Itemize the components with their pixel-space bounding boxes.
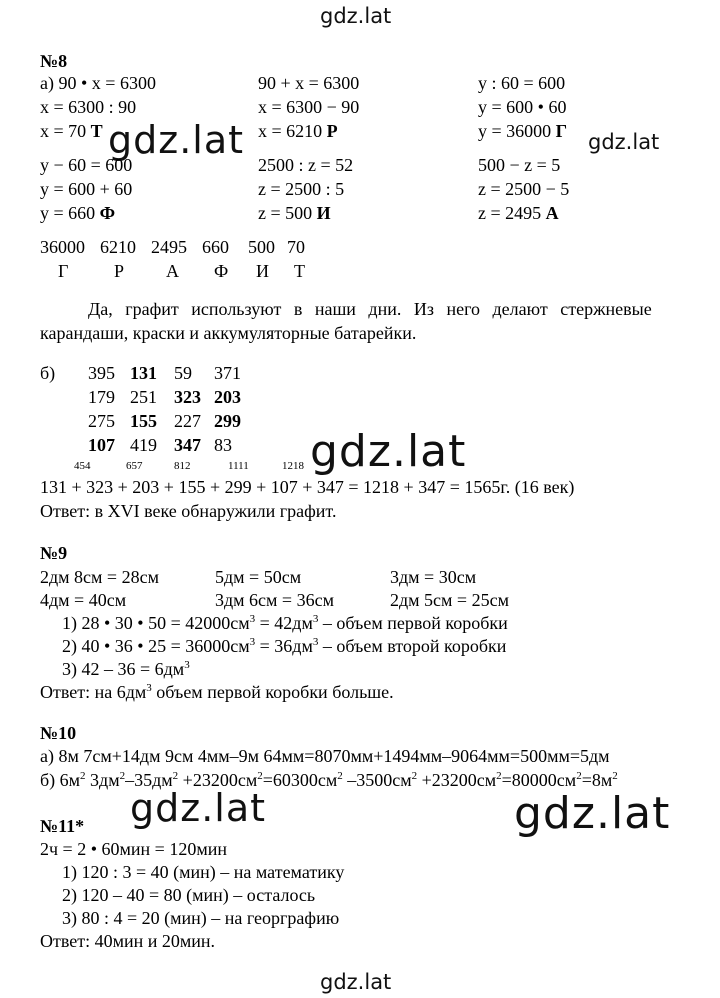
letter: Ф <box>99 203 116 223</box>
answer-letter: А <box>166 261 179 281</box>
step-part: – объем второй коробки <box>318 636 507 656</box>
equation-result <box>478 120 567 142</box>
partial-sum: 812 <box>174 460 191 472</box>
conversion: 2дм 8см = 28см <box>40 567 159 587</box>
paragraph-line: карандаши, краски и аккумуляторные батарейки. <box>40 323 417 343</box>
answer-letter: Г <box>58 261 69 281</box>
expr-part: +23200см <box>178 770 258 790</box>
letter: Г <box>555 121 568 141</box>
equation-result <box>40 120 103 142</box>
answer-text: Ответ: 40мин и 20мин. <box>40 931 216 951</box>
letter: А <box>545 203 559 223</box>
task-9-title: №9 <box>40 543 68 563</box>
answer-letter: Т <box>294 261 305 281</box>
grid-cell: 323 <box>174 387 201 407</box>
watermark-center: gdz.lat <box>310 426 467 477</box>
answer-number: 2495 <box>151 237 187 257</box>
answer-letter: Ф <box>214 261 229 281</box>
equation-result <box>258 202 331 224</box>
answer-text: Ответ: в XVI веке обнаружили графит. <box>40 501 337 521</box>
grid-cell: 131 <box>130 363 157 383</box>
expr-part: =60300см <box>262 770 338 790</box>
equation: у = 660 <box>40 203 100 223</box>
answer-number: 6210 <box>100 237 136 257</box>
exponent: 2 <box>496 770 502 782</box>
grid-cell: 227 <box>174 411 201 431</box>
task-10-title: №10 <box>40 723 77 743</box>
answer-number: 70 <box>287 237 305 257</box>
equation: z = 2500 − 5 <box>478 179 570 199</box>
answer-number: 500 <box>248 237 275 257</box>
expr-part: 3дм <box>85 770 120 790</box>
step <box>62 635 506 657</box>
equation: у = 600 • 60 <box>478 97 567 117</box>
step: 1) 120 : 3 = 40 (мин) – на математику <box>62 862 345 882</box>
paragraph-line: Да, графит используют в наши дни. Из него делают стержневые <box>88 299 652 319</box>
expr-part: +23200см <box>417 770 497 790</box>
letter: Р <box>326 121 338 141</box>
letter: Т <box>90 121 103 141</box>
partial-sum: 1218 <box>282 460 304 472</box>
equation: у − 60 = 600 <box>40 155 133 175</box>
task-10-a: а) 8м 7см+14дм 9см 4мм–9м 64мм=8070мм+1494мм–9064мм=500мм=5дм <box>40 746 610 766</box>
grid-cell: 203 <box>214 387 241 407</box>
task-10-b <box>40 769 618 791</box>
conversion: 2дм 5см = 25см <box>390 590 509 610</box>
equation-result <box>478 202 559 224</box>
step-part: = 42дм <box>255 613 313 633</box>
grid-cell: 419 <box>130 435 157 455</box>
conversion: 4дм = 40см <box>40 590 127 610</box>
task-8-a-line-1 <box>40 72 156 94</box>
watermark-left-2: gdz.lat <box>130 786 267 830</box>
exponent: 2 <box>172 770 179 782</box>
watermark-top: gdz.lat <box>320 4 392 28</box>
answer-number: 36000 <box>40 237 85 257</box>
equation: х = 70 <box>40 121 91 141</box>
watermark-right-2: gdz.lat <box>514 788 671 839</box>
exponent: 3 <box>249 613 256 625</box>
grid-cell: 347 <box>174 435 201 455</box>
exponent: 3 <box>312 613 319 625</box>
part-b-label: б) <box>40 363 56 383</box>
expr-part: –35дм <box>125 770 173 790</box>
step-part: 1) 28 • 30 • 50 = 42000см <box>62 613 250 633</box>
equation: у = 36000 <box>478 121 556 141</box>
step-part: 3) 42 – 36 = 6дм <box>62 659 185 679</box>
grid-cell: 83 <box>214 435 232 455</box>
grid-cell: 371 <box>214 363 241 383</box>
expr-part: =8м <box>581 770 613 790</box>
conversion: 3дм = 30см <box>390 567 477 587</box>
grid-cell: 395 <box>88 363 115 383</box>
step-part: 2) 40 • 36 • 25 = 36000см <box>62 636 250 656</box>
grid-cell: 299 <box>214 411 241 431</box>
step: 2) 120 – 40 = 80 (мин) – осталось <box>62 885 316 905</box>
conversion: 5дм = 50см <box>215 567 302 587</box>
grid-cell: 59 <box>174 363 192 383</box>
watermark-bottom: gdz.lat <box>320 970 392 994</box>
conversion: 3дм 6см = 36см <box>215 590 334 610</box>
exponent: 2 <box>119 770 126 782</box>
part-a-label: а) <box>40 73 54 93</box>
exponent: 2 <box>257 770 263 782</box>
partial-sum: 657 <box>126 460 143 472</box>
exponent: 3 <box>312 636 319 648</box>
grid-cell: 275 <box>88 411 115 431</box>
exponent: 3 <box>249 636 256 648</box>
sum-calculation: 131 + 323 + 203 + 155 + 299 + 107 + 347 = 1218 + 347 = 1565г. (16 век) <box>40 477 575 497</box>
step-part: = 36дм <box>255 636 313 656</box>
equation: 500 − z = 5 <box>478 155 561 175</box>
equation: х = 6300 : 90 <box>40 97 137 117</box>
partial-sum: 1111 <box>228 460 249 472</box>
watermark-left-1: gdz.lat <box>108 118 245 162</box>
equation: z = 2495 <box>478 203 546 223</box>
exponent: 2 <box>80 770 86 782</box>
grid-cell: 107 <box>88 435 115 455</box>
grid-cell: 179 <box>88 387 115 407</box>
answer-number: 660 <box>202 237 229 257</box>
conversion: 2ч = 2 • 60мин = 120мин <box>40 839 227 859</box>
expr-part: –3500см <box>342 770 412 790</box>
task-11-title: №11* <box>40 816 85 836</box>
exponent: 3 <box>184 659 190 671</box>
equation: х = 6300 − 90 <box>258 97 360 117</box>
equation: х = 6210 <box>258 121 327 141</box>
answer-part: объем первой коробки больше. <box>151 682 394 702</box>
step <box>62 658 190 680</box>
equation: у : 60 = 600 <box>478 73 566 93</box>
exponent: 2 <box>612 770 618 782</box>
answer-text <box>40 681 394 703</box>
equation: у = 600 + 60 <box>40 179 133 199</box>
task-8-title: №8 <box>40 51 68 71</box>
grid-cell: 155 <box>130 411 157 431</box>
step <box>62 612 508 634</box>
answer-letter: Р <box>114 261 125 281</box>
equation: 90 + х = 6300 <box>258 73 360 93</box>
exponent: 2 <box>411 770 418 782</box>
watermark-right-1: gdz.lat <box>588 130 660 154</box>
answer-letter: И <box>256 261 269 281</box>
grid-cell: 251 <box>130 387 157 407</box>
exponent: 2 <box>576 770 582 782</box>
exponent: 2 <box>337 770 343 782</box>
equation-result <box>258 120 338 142</box>
equation: z = 500 <box>258 203 317 223</box>
equation: 90 • х = 6300 <box>58 73 156 93</box>
equation: z = 2500 : 5 <box>258 179 345 199</box>
step: 3) 80 : 4 = 20 (мин) – на георграфию <box>62 908 340 928</box>
exponent: 3 <box>146 682 152 694</box>
step-part: – объем первой коробки <box>318 613 508 633</box>
partial-sum: 454 <box>74 460 91 472</box>
answer-part: Ответ: на 6дм <box>40 682 147 702</box>
letter: И <box>316 203 331 223</box>
equation: 2500 : z = 52 <box>258 155 354 175</box>
expr-part: =80000см <box>501 770 577 790</box>
expr-part: б) 6м <box>40 770 81 790</box>
equation-result <box>40 202 115 224</box>
